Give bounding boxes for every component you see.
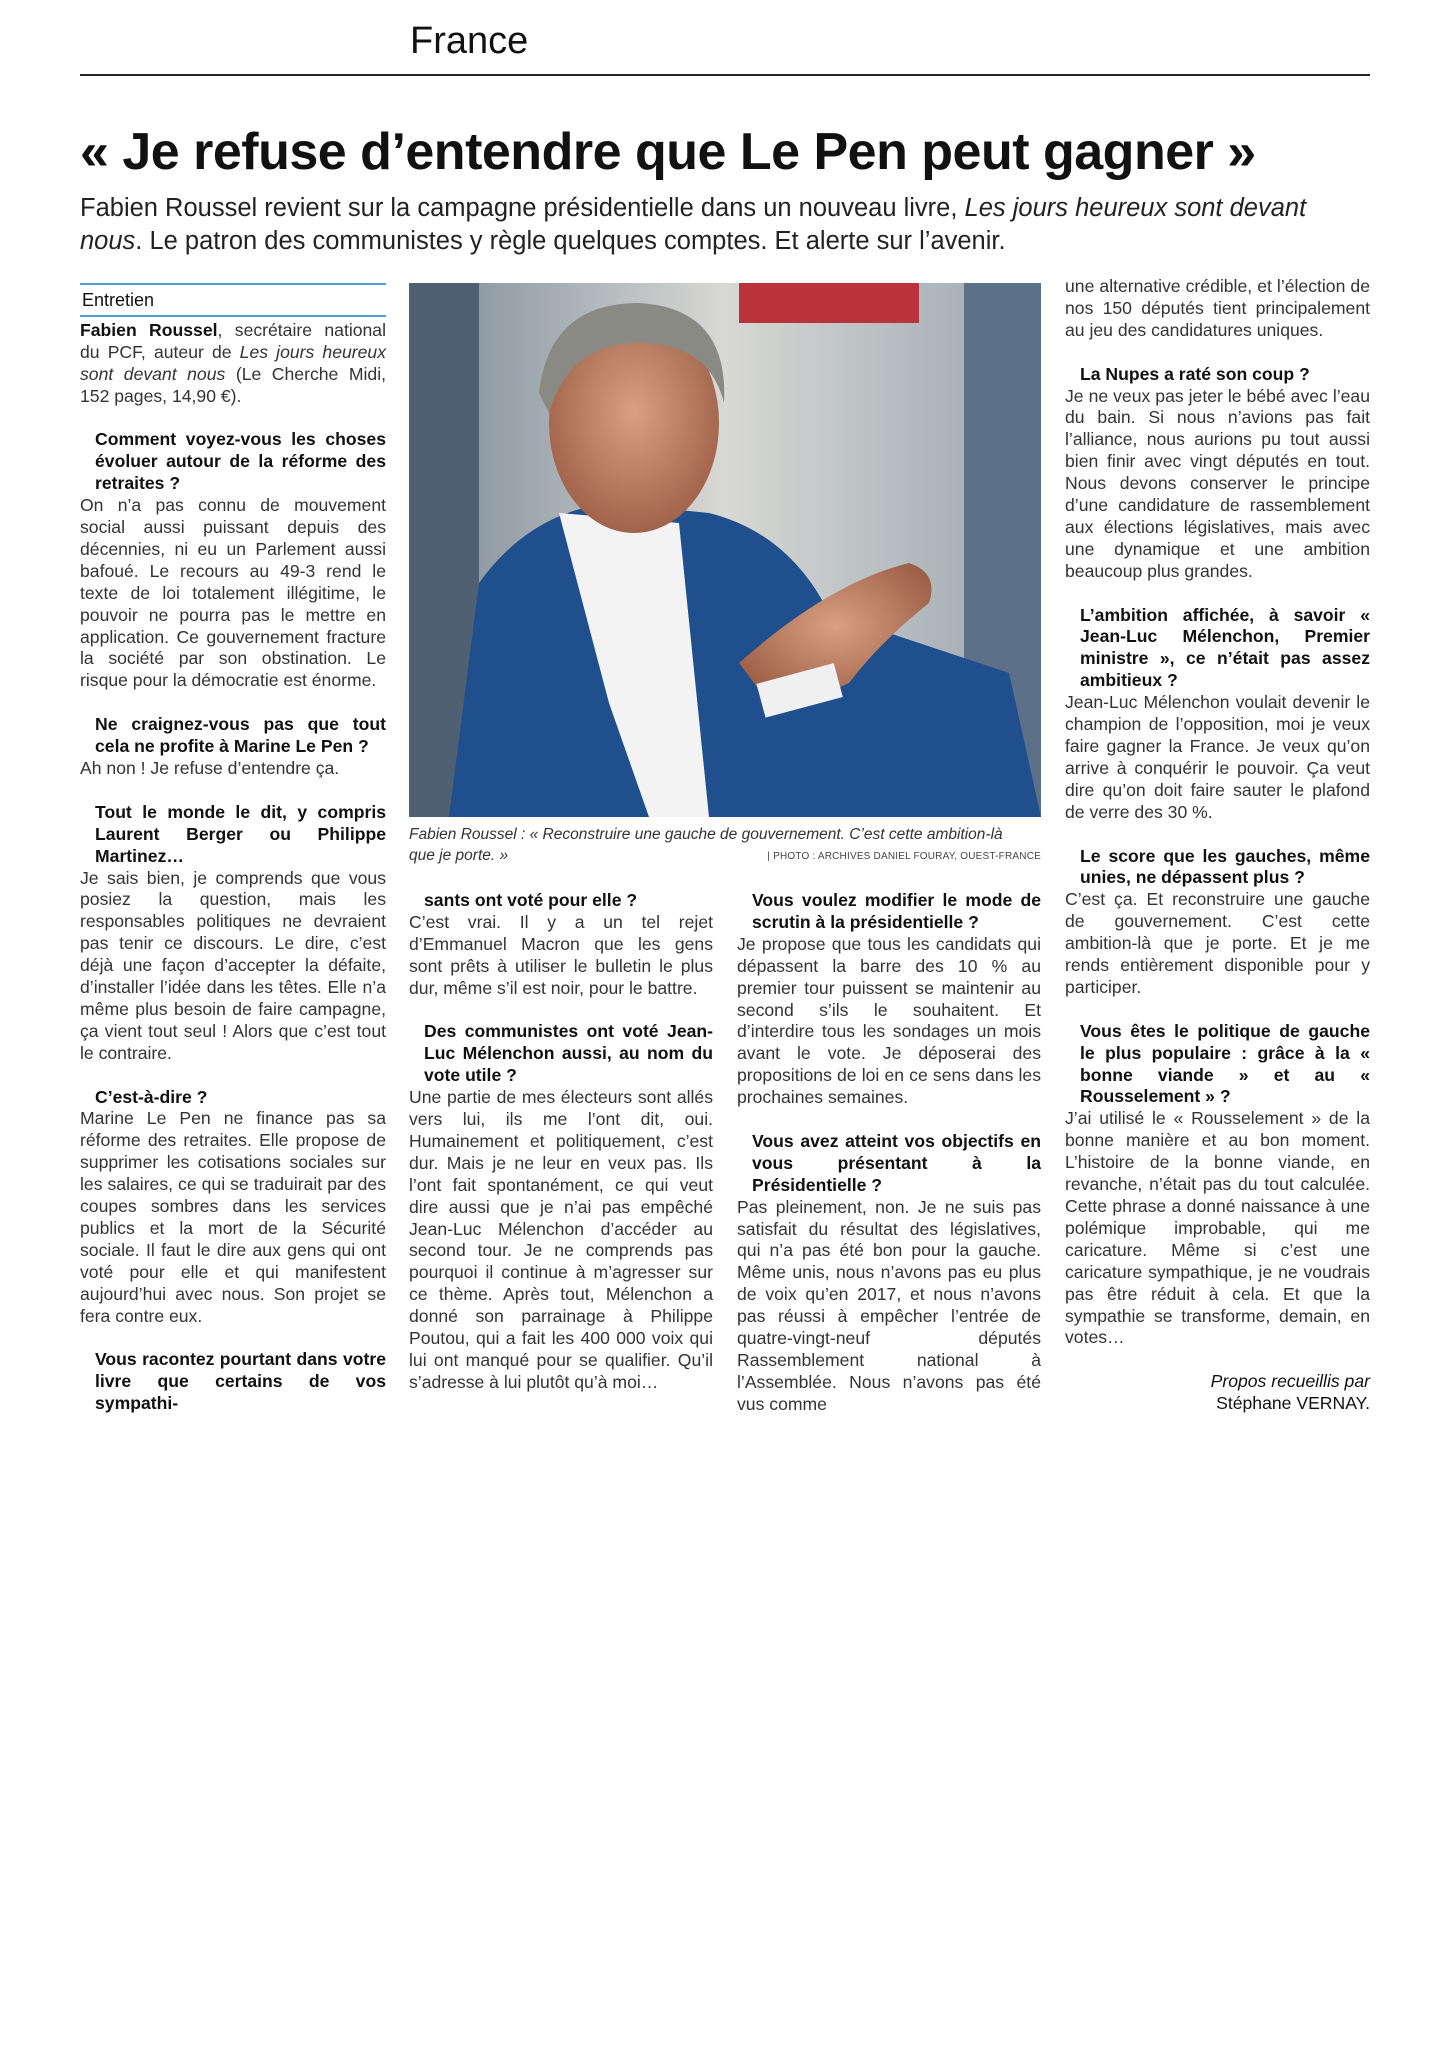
intro-text: , secrétaire national du PCF, auteur de bbox=[80, 319, 387, 362]
interview-question: Tout le monde le dit, y compris Laurent Berger ou Philippe Martinez… bbox=[95, 801, 386, 866]
deck bbox=[80, 192, 1320, 258]
interview-answer: On n’a pas connu de mouvement social aussi puissant depuis des décennies, ni eu un Parlement aussi bafoué. Le recours au 49-3 rend le texte de loi totalement illégitime, le pouvoir ne pourra pas le mettre en application. Ce gouvernement fracture la société par son obstination. Le risque pour la démocratie est énorme. bbox=[80, 495, 386, 691]
intro-name: Fabien Roussel bbox=[80, 319, 218, 340]
portrait-image bbox=[409, 283, 1041, 817]
column-3 bbox=[737, 890, 1041, 1416]
interview-question: C’est-à-dire ? bbox=[95, 1086, 208, 1107]
headline: « Je refuse d’entendre que Le Pen peut gagner » bbox=[80, 123, 1256, 181]
intro bbox=[80, 320, 386, 408]
interview-question: Vous voulez modifier le mode de scrutin à la présidentielle ? bbox=[752, 890, 1041, 932]
interview-question: Vous avez atteint vos objectifs en vous présentant à la Présidentielle ? bbox=[752, 1130, 1041, 1195]
interview-question: Le score que les gauches, même unies, ne dépassent plus ? bbox=[1080, 845, 1370, 888]
interview-answer: Je ne veux pas jeter le bébé avec l’eau du bain. Si nous n’avions pas fait l’alliance, nous aurions pu tout aussi bien finir avec vingt députés en tout. Nous devons conserver le principe d’une candidature de rassemblement aux élections législatives, mais avec une dynamique et une ambition beaucoup plus grandes. bbox=[1065, 385, 1370, 581]
interview-answer: Je sais bien, je comprends que vous posiez la question, mais les responsables politiques ne devraient pas tenir ce discours. Le dire, c’est déjà une façon d’accepter la défaite, d’installer l’idée dans les têtes. Elle n’a même plus besoin de faire campagne, ça vient tout seul ! Alors que c’est tout le contraire. bbox=[80, 867, 386, 1063]
interview-answer: J’ai utilisé le « Rousselement » de la bonne manière et au bon moment. L’histoire de la bonne viande, en revanche, n’était pas du tout calculée. Cette phrase a donné naissance à une polémique improbable, qui me caricature. Même si c’est une caricature sympathique, je ne voudrais pas être réduit à cela. Et que la sympathie se transforme, demain, en votes… bbox=[1065, 1108, 1370, 1348]
interview-question: Comment voyez-vous les choses évoluer autour de la réforme des retraites ? bbox=[95, 429, 386, 494]
intro-text: (Le Cherche Midi, 152 pages, 14,90 €). bbox=[80, 363, 386, 406]
interview-answer: Jean-Luc Mélenchon voulait devenir le champion de l’opposition, moi je veux faire gagner la France. Je veux qu’on arrive à conquérir le pouvoir. Ça veut dire qu’on doit faire sauter le plafond de verre des 30 %. bbox=[1065, 692, 1370, 822]
interview-question: sants ont voté pour elle ? bbox=[424, 890, 638, 910]
intro-book: Les jours heureux sont devant nous bbox=[80, 341, 387, 384]
deck-book-title: Les jours heureux sont devant nous bbox=[80, 194, 1307, 255]
photo-credit: | PHOTO : ARCHIVES DANIEL FOURAY, OUEST-FRANCE bbox=[767, 851, 1041, 862]
interview-answer: C’est ça. Et reconstruire une gauche de gouvernement. C’est cette ambition-là que je porte. Et je me rends entièrement disponible pour y participer. bbox=[1065, 889, 1370, 997]
interview-question: La Nupes a raté son coup ? bbox=[1080, 363, 1310, 384]
header-rule bbox=[80, 74, 1370, 76]
deck-text: Fabien Roussel revient sur la campagne présidentielle dans un nouveau livre, bbox=[80, 194, 965, 222]
interview-question: Vous êtes le politique de gauche le plus populaire : grâce à la « bonne viande » et au « Rousselement » ? bbox=[1080, 1020, 1370, 1107]
column-1 bbox=[80, 283, 386, 1415]
interview-question: Ne craignez-vous pas que tout cela ne profite à Marine Le Pen ? bbox=[95, 714, 386, 757]
section-title: France bbox=[410, 20, 529, 62]
interview-answer: Pas pleinement, non. Je ne suis pas satisfait du résultat des législatives, qui n’a pas été bon pour la gauche. Même unis, nous n’avons pas eu plus de voix qu’en 2017, et nous n’avons pas réussi à empêcher l’entrée de quatre-vingt-neuf députés Rassemblement national à l’Assemblée. Nous n’avons pas été vus comme bbox=[737, 1196, 1041, 1414]
byline: Propos recueillis par bbox=[1210, 1371, 1370, 1392]
caption-text: Fabien Roussel : « Reconstruire une gauche de gouvernement. C’est cette ambition-là que je porte. » bbox=[409, 826, 1003, 864]
interview-answer: Ah non ! Je refuse d’entendre ça. bbox=[80, 758, 340, 778]
interview-answer: une alternative crédible, et l’élection de nos 150 députés tient principalement au jeu des candidatures uniques. bbox=[1065, 276, 1370, 340]
interview-question: Vous racontez pourtant dans votre livre que certains de vos sympathi- bbox=[95, 1349, 386, 1414]
interview-question: L’ambition affichée, à savoir « Jean-Luc Mélenchon, Premier ministre », ce n’était pas assez ambitieux ? bbox=[1080, 604, 1370, 691]
column-2 bbox=[409, 890, 713, 1394]
interview-question: Des communistes ont voté Jean-Luc Mélenchon aussi, au nom du vote utile ? bbox=[424, 1021, 713, 1086]
kicker-rule bbox=[80, 315, 386, 317]
interview-answer: C’est vrai. Il y a un tel rejet d’Emmanuel Macron que les gens sont prêts à utiliser le bulletin le plus dur, même s’il est noir, pour le battre. bbox=[409, 911, 713, 998]
interview-answer: Je propose que tous les candidats qui dépassent la barre des 10 % au premier tour puissent se maintenir au second s’ils le souhaitent. Et d’interdire tous les sondages un mois avant le vote. Je déposerai des propositions de loi en ce sens dans les prochaines semaines. bbox=[737, 933, 1041, 1108]
interview-answer: Une partie de mes électeurs sont allés vers lui, ils me l’ont dit, oui. Humainement et politiquement, c’est dur. Mais je ne leur en veux pas. Ils l’ont fait spontanément, ce qui veut dire aussi que je n’ai pas empêché Jean-Luc Mélenchon d’accéder au second tour. Je ne comprends pas pourquoi il continue à m’agresser sur ce thème. Après tout, Mélenchon a donné son parrainage à Philippe Poutou, qui a fait les 400 000 voix qui lui ont manqué pour se qualifier. Qu’il s’adresse à lui plutôt qu’à moi… bbox=[409, 1087, 713, 1392]
deck-text: . Le patron des communistes y règle quelques comptes. Et alerte sur l’avenir. bbox=[135, 227, 1006, 255]
byline: Stéphane VERNAY. bbox=[1216, 1393, 1370, 1414]
interview-answer: Marine Le Pen ne finance pas sa réforme des retraites. Elle propose de supprimer les cotisations sociales sur les salaires, ce qui se traduirait par des coupes sombres dans les services publics et la mort de la Sécurité sociale. Il faut le dire aux gens qui ont voté pour elle et qui manifestent aujourd’hui avec nous. Son projet se fera contre eux. bbox=[80, 1108, 386, 1326]
column-4 bbox=[1065, 276, 1370, 1415]
photo-fabien-roussel bbox=[409, 283, 1041, 817]
photo-caption bbox=[409, 824, 1041, 866]
kicker: Entretien bbox=[82, 290, 155, 310]
